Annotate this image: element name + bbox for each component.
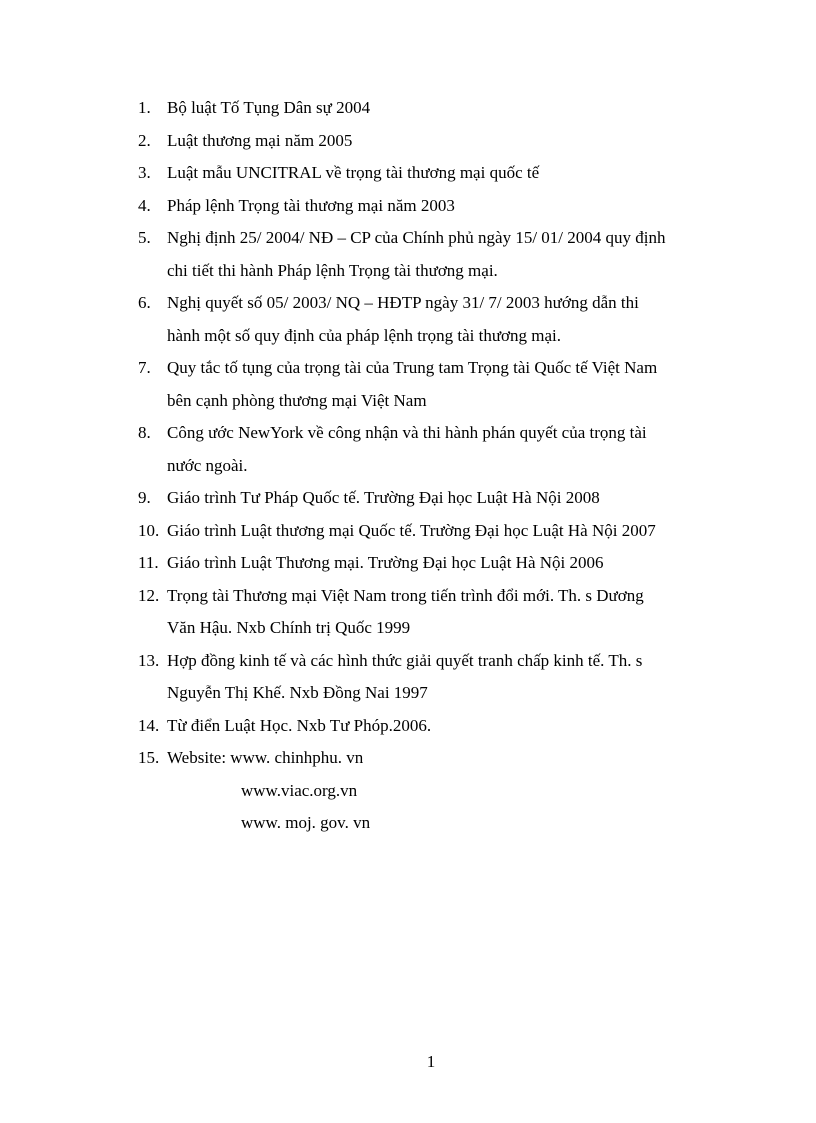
reference-number: 15. <box>138 748 160 767</box>
reference-number: 6. <box>138 293 151 312</box>
reference-number: 14. <box>138 715 160 735</box>
reference-line: Nguyễn Thị Khế. Nxb Đồng Nai 1997 <box>167 683 428 702</box>
reference-item-3 <box>138 157 738 190</box>
reference-text <box>167 710 738 743</box>
reference-line: Luật mẫu UNCITRAL về trọng tài thương mại quốc tế <box>167 163 540 182</box>
reference-line: Pháp lệnh Trọng tài thương mại năm 2003 <box>167 195 455 215</box>
reference-number: 13. <box>138 650 160 670</box>
reference-item-15-websites <box>138 742 738 840</box>
reference-line: Bộ luật Tố Tụng Dân sự 2004 <box>167 98 371 117</box>
reference-line: hành một số quy định của pháp lệnh trọng tài thương mại. <box>167 325 562 345</box>
reference-item-1 <box>138 92 738 125</box>
reference-line: Văn Hậu. Nxb Chính trị Quốc 1999 <box>167 618 411 637</box>
website-label: Website: www. chinhphu. vn <box>167 748 364 767</box>
reference-number: 11. <box>138 553 159 572</box>
reference-text <box>167 92 738 125</box>
reference-item-10 <box>138 515 738 548</box>
reference-item-7 <box>138 352 738 417</box>
reference-list <box>138 92 738 840</box>
reference-text <box>167 157 738 190</box>
reference-line: chi tiết thi hành Pháp lệnh Trọng tài thương mại. <box>167 260 498 280</box>
reference-line: Từ điển Luật Học. Nxb Tư Phóp.2006. <box>167 715 432 735</box>
reference-line: Nghị định 25/ 2004/ NĐ – CP của Chính phủ ngày 15/ 01/ 2004 quy định <box>167 228 666 247</box>
website-url: www.viac.org.vn <box>241 780 358 800</box>
reference-text <box>167 742 738 840</box>
reference-text <box>167 515 738 548</box>
reference-line: Luật thương mại năm 2005 <box>167 130 353 150</box>
reference-number: 3. <box>138 163 151 182</box>
reference-line: Trọng tài Thương mại Việt Nam trong tiến trình đổi mới. Th. s Dương <box>167 585 644 605</box>
reference-item-6 <box>138 287 738 352</box>
reference-line: Hợp đồng kinh tế và các hình thức giải quyết tranh chấp kinh tế. Th. s <box>167 650 643 670</box>
reference-number: 2. <box>138 130 151 150</box>
reference-number: 5. <box>138 228 151 247</box>
reference-item-13 <box>138 645 738 710</box>
reference-text <box>167 482 738 515</box>
reference-number: 10. <box>138 520 160 540</box>
reference-line: Nghị quyết số 05/ 2003/ NQ – HĐTP ngày 31/ 7/ 2003 hướng dẫn thi <box>167 293 639 312</box>
reference-item-11 <box>138 547 738 580</box>
reference-text <box>167 125 738 158</box>
reference-text <box>167 352 738 417</box>
reference-line: nước ngoài. <box>167 455 248 475</box>
reference-item-4 <box>138 190 738 223</box>
reference-text <box>167 222 738 287</box>
reference-text <box>167 645 738 710</box>
reference-number: 4. <box>138 195 151 215</box>
reference-number: 7. <box>138 358 151 377</box>
page-number: 1 <box>426 1052 436 1071</box>
website-url: www. moj. gov. vn <box>241 813 371 832</box>
reference-number: 1. <box>138 98 151 117</box>
reference-item-8 <box>138 417 738 482</box>
reference-item-2 <box>138 125 738 158</box>
reference-text <box>167 287 738 352</box>
reference-line: Giáo trình Tư Pháp Quốc tế. Trường Đại học Luật Hà Nội 2008 <box>167 488 600 507</box>
reference-item-5 <box>138 222 738 287</box>
reference-line: Giáo trình Luật Thương mại. Trường Đại học Luật Hà Nội 2006 <box>167 553 604 572</box>
reference-text <box>167 580 738 645</box>
reference-line: bên cạnh phòng thương mại Việt Nam <box>167 390 427 410</box>
reference-item-14 <box>138 710 738 743</box>
reference-number: 12. <box>138 585 160 605</box>
reference-line: Giáo trình Luật thương mại Quốc tế. Trường Đại học Luật Hà Nội 2007 <box>167 520 656 540</box>
reference-line: Công ước NewYork về công nhận và thi hành phán quyết của trọng tài <box>167 423 647 442</box>
reference-text <box>167 417 738 482</box>
reference-number: 9. <box>138 488 151 507</box>
reference-text <box>167 190 738 223</box>
reference-item-9 <box>138 482 738 515</box>
reference-number: 8. <box>138 423 151 442</box>
reference-item-12 <box>138 580 738 645</box>
reference-line: Quy tắc tố tụng của trọng tài của Trung tam Trọng tài Quốc tế Việt Nam <box>167 358 658 377</box>
reference-text <box>167 547 738 580</box>
